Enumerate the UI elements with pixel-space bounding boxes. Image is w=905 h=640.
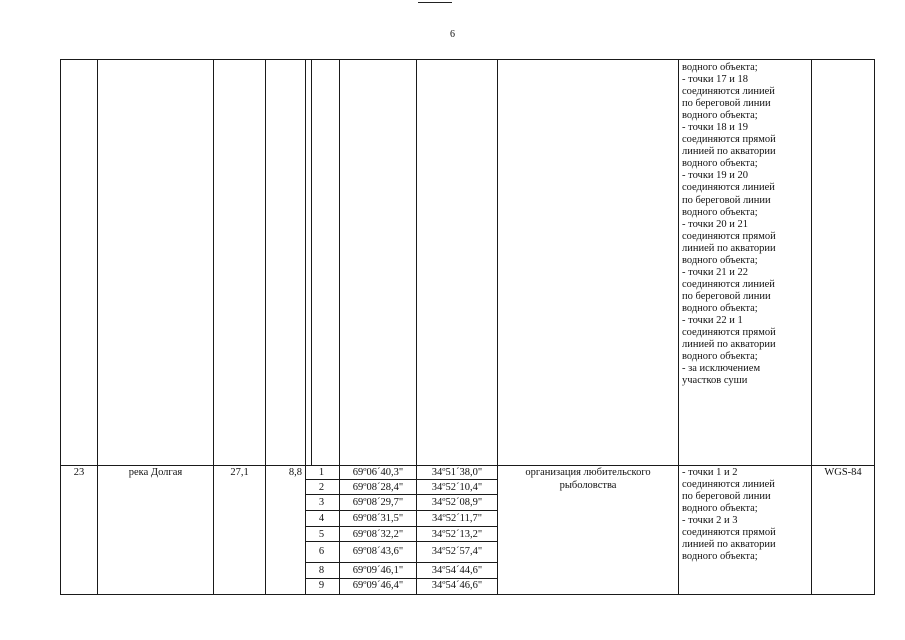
longitude: 34º52´57,4": [431, 546, 483, 557]
point-number: 2: [318, 482, 325, 493]
note-line: соединяются прямой: [682, 327, 776, 339]
note-line: водного объекта;: [682, 503, 758, 515]
row-divider: [60, 465, 875, 466]
note-line: - точки 21 и 22: [682, 266, 749, 278]
note-line: по береговой линии: [682, 491, 771, 503]
row-number: 23: [73, 467, 85, 478]
longitude: 34º54´46,6": [431, 580, 483, 591]
latitude: 69º09´46,1": [352, 565, 404, 576]
latitude: 69º08´29,7": [352, 497, 404, 508]
note-line: линией по акватории: [682, 339, 776, 351]
point-number: 9: [318, 580, 325, 591]
note-line: участков суши: [682, 375, 748, 387]
latitude: 69º08´32,2": [352, 529, 404, 540]
note-line: соединяются прямой: [682, 230, 776, 242]
note-line: по береговой линии: [682, 290, 771, 302]
note-line: - точки 22 и 1: [682, 314, 743, 326]
point-number: 8: [318, 565, 325, 576]
longitude: 34º52´10,4": [431, 482, 483, 493]
value-2: 8,8: [288, 467, 302, 478]
latitude: 69º08´43,6": [352, 546, 404, 557]
value-1: 27,1: [230, 467, 249, 478]
column-divider: [97, 59, 98, 594]
point-number: 6: [318, 546, 325, 557]
point-row-divider: [305, 526, 497, 527]
column-divider: [265, 59, 266, 594]
note-line: соединяются линией: [682, 479, 775, 491]
point-row-divider: [305, 510, 497, 511]
page-number: 6: [450, 29, 455, 40]
table-border-left: [60, 59, 61, 594]
note-line: - точки 17 и 18: [682, 74, 749, 86]
note-line: водного объекта;: [682, 254, 758, 266]
note-line: водного объекта;: [682, 206, 758, 218]
coordinate-system: WGS-84: [824, 467, 862, 478]
note-line: соединяются линией: [682, 278, 775, 290]
table-border-right: [874, 59, 875, 594]
note-line: соединяются прямой: [682, 134, 776, 146]
note-line: - точки 2 и 3: [682, 515, 738, 527]
column-divider: [339, 59, 340, 594]
longitude: 34º52´08,9": [431, 497, 483, 508]
note-line: - точки 20 и 21: [682, 218, 749, 230]
note-line: - точки 18 и 19: [682, 122, 749, 134]
latitude: 69º09´46,4": [352, 580, 404, 591]
longitude: 34º52´13,2": [431, 529, 483, 540]
note-line: линией по акватории: [682, 146, 776, 158]
note-line: соединяются линией: [682, 86, 775, 98]
table-border-top: [60, 59, 875, 60]
column-divider: [311, 59, 312, 465]
note-line: соединяются прямой: [682, 527, 776, 539]
point-row-divider: [305, 562, 497, 563]
note-line: водного объекта;: [682, 158, 758, 170]
note-line: по береговой линии: [682, 194, 771, 206]
point-row-divider: [305, 541, 497, 542]
note-line: линией по акватории: [682, 242, 776, 254]
column-divider: [497, 59, 498, 594]
longitude: 34º51´38,0": [431, 467, 483, 478]
note-line: линией по акватории: [682, 539, 776, 551]
column-divider: [416, 59, 417, 594]
header-rule: [418, 2, 452, 3]
point-number: 4: [318, 513, 325, 524]
note-line: - за исключением: [682, 363, 761, 375]
point-number: 3: [318, 497, 325, 508]
column-divider: [213, 59, 214, 594]
point-row-divider: [305, 578, 497, 579]
latitude: 69º06´40,3": [352, 467, 404, 478]
note-line: соединяются линией: [682, 182, 775, 194]
longitude: 34º52´11,7": [431, 513, 483, 524]
note-line: - точки 1 и 2: [682, 467, 738, 478]
boundary-notes: [682, 467, 804, 563]
note-line: по береговой линии: [682, 98, 771, 110]
boundary-notes: [682, 62, 804, 387]
note-line: водного объекта;: [682, 110, 758, 122]
latitude: 69º08´28,4": [352, 482, 404, 493]
note-line: водного объекта;: [682, 302, 758, 314]
point-number: 5: [318, 529, 325, 540]
note-line: водного объекта;: [682, 551, 758, 563]
usage-purpose: организация любительского рыболовства: [525, 467, 651, 491]
point-row-divider: [305, 479, 497, 480]
column-divider: [305, 59, 306, 594]
longitude: 34º54´44,6": [431, 565, 483, 576]
column-divider: [678, 59, 679, 594]
column-divider: [811, 59, 812, 594]
latitude: 69º08´31,5": [352, 513, 404, 524]
note-line: - точки 19 и 20: [682, 170, 749, 182]
note-line: водного объекта;: [682, 62, 758, 73]
note-line: водного объекта;: [682, 351, 758, 363]
point-number: 1: [318, 467, 325, 478]
point-row-divider: [305, 494, 497, 495]
table-border-bottom: [60, 594, 875, 595]
water-body-name: река Долгая: [128, 467, 183, 478]
